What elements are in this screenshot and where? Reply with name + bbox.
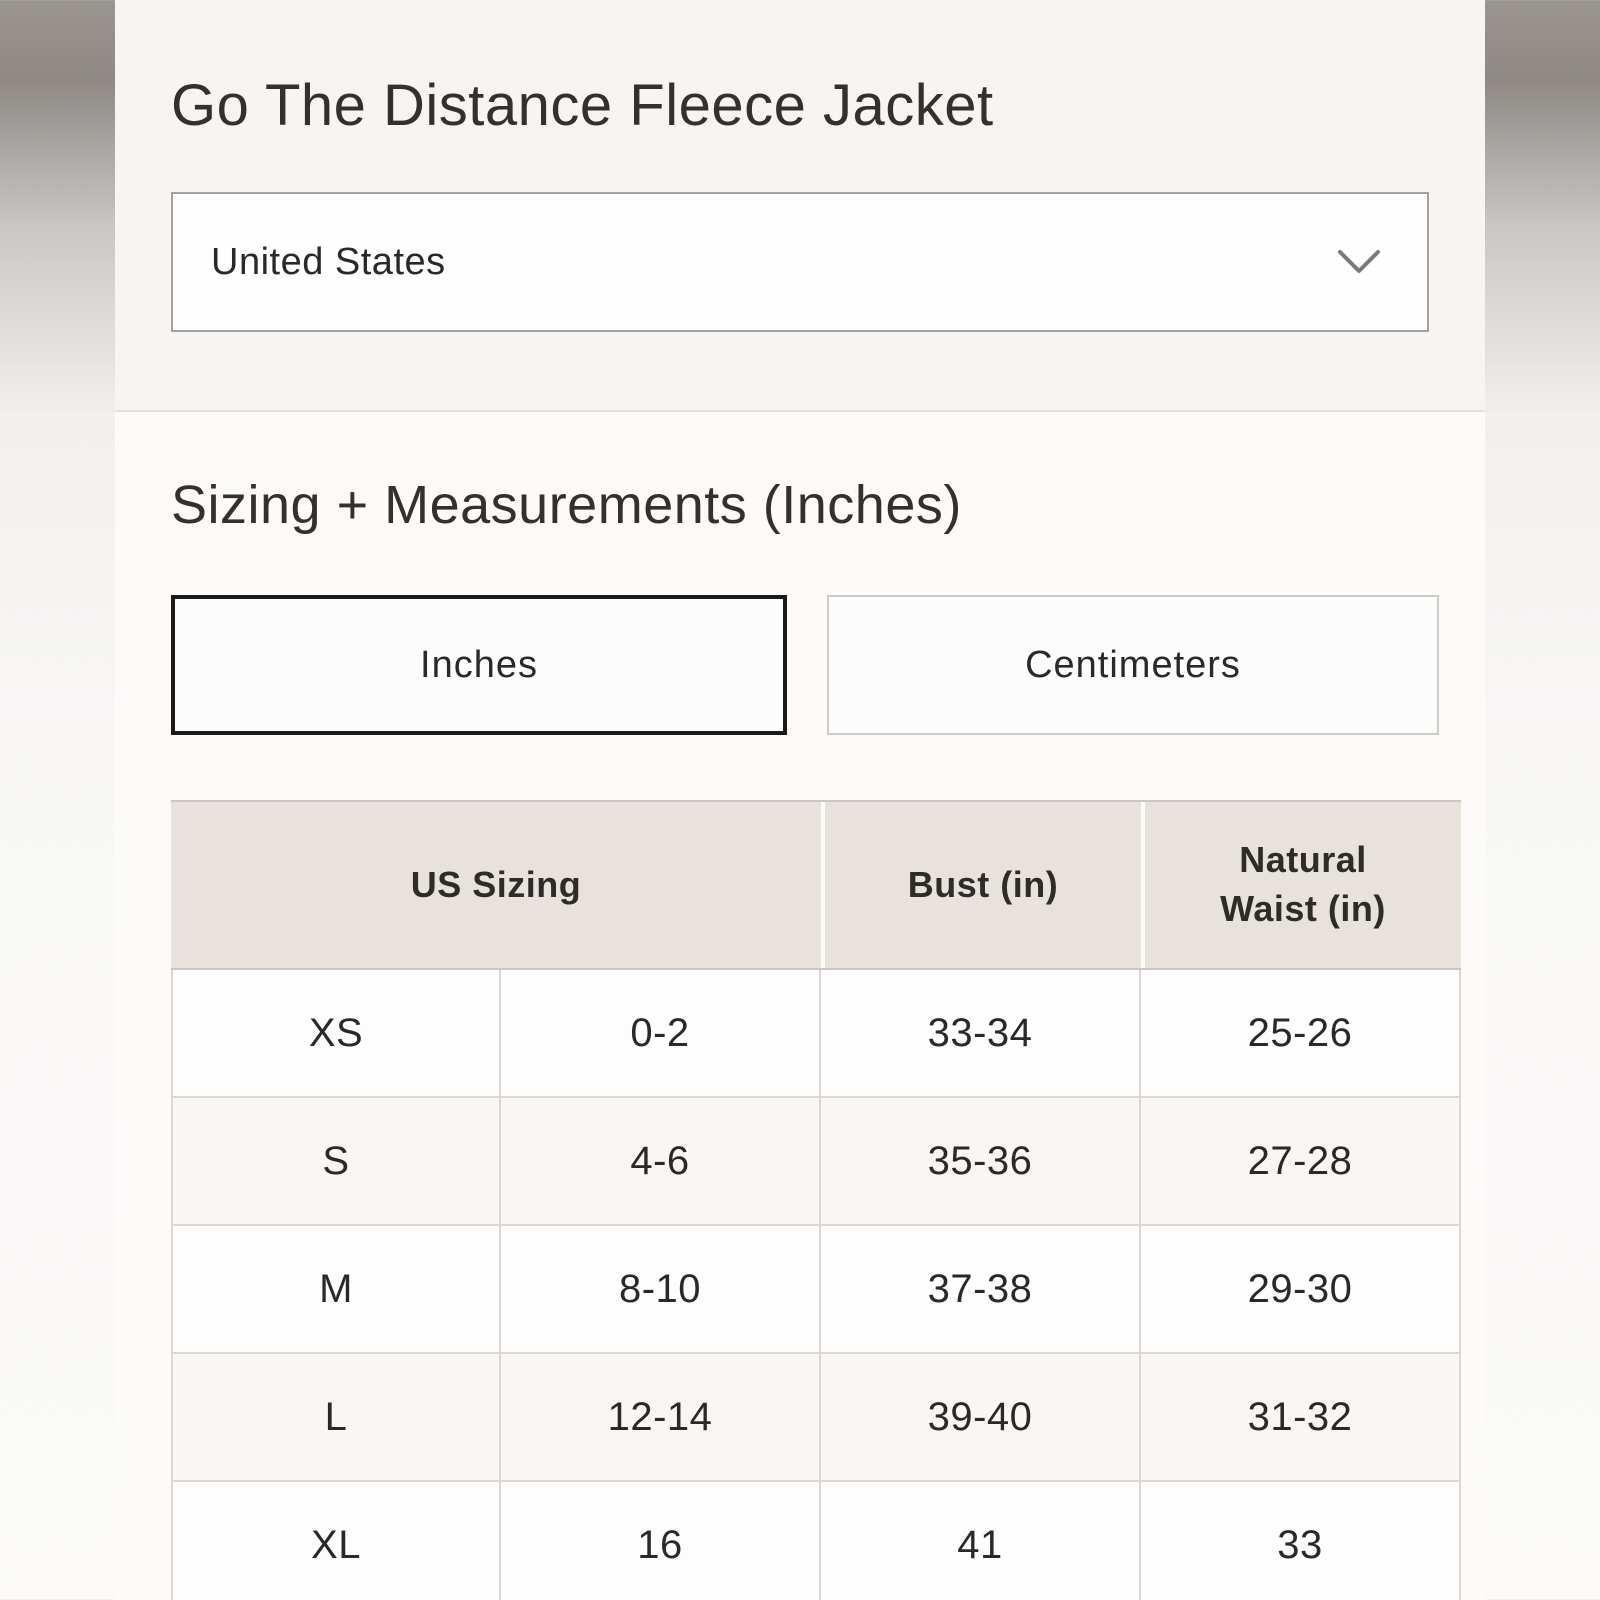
product-header-section <box>115 0 1485 412</box>
header-natural-waist <box>1141 802 1461 968</box>
chevron-down-icon <box>1337 248 1381 276</box>
header-us-sizing: US Sizing <box>410 863 582 905</box>
table-row <box>173 1354 1459 1482</box>
sizing-heading: Sizing + Measurements (Inches) <box>171 475 962 535</box>
cell-bust: 39-40 <box>819 1354 1139 1480</box>
cell-bust: 33-34 <box>819 970 1139 1096</box>
cell-waist: 33 <box>1139 1482 1459 1600</box>
table-row <box>173 1226 1459 1354</box>
unit-toggle <box>171 595 1439 735</box>
country-select[interactable] <box>171 192 1429 332</box>
cell-size: L <box>324 1394 348 1439</box>
size-table-header <box>171 800 1461 970</box>
table-row <box>173 1482 1459 1600</box>
product-title: Go The Distance Fleece Jacket <box>171 73 994 138</box>
cell-us: 0-2 <box>499 970 819 1096</box>
header-natural-waist-label: Natural Waist (in) <box>1220 839 1386 929</box>
cell-size: S <box>322 1138 350 1183</box>
header-bust: Bust (in) <box>821 802 1141 968</box>
cell-waist: 31-32 <box>1139 1354 1459 1480</box>
size-table <box>171 800 1461 1600</box>
cell-size: XS <box>308 1010 364 1055</box>
sizing-section <box>115 412 1485 1600</box>
inches-toggle-button[interactable]: Inches <box>171 595 787 735</box>
cell-size: XL <box>311 1522 361 1567</box>
cell-us: 12-14 <box>499 1354 819 1480</box>
table-row <box>173 970 1459 1098</box>
cell-bust: 41 <box>819 1482 1139 1600</box>
table-row <box>173 1098 1459 1226</box>
centimeters-toggle-button[interactable]: Centimeters <box>827 595 1439 735</box>
size-guide-panel <box>115 0 1485 1600</box>
cell-size: M <box>319 1266 353 1311</box>
cell-waist: 27-28 <box>1139 1098 1459 1224</box>
cell-us: 4-6 <box>499 1098 819 1224</box>
cell-us: 16 <box>499 1482 819 1600</box>
size-table-body <box>171 970 1461 1600</box>
cell-bust: 37-38 <box>819 1226 1139 1352</box>
cell-bust: 35-36 <box>819 1098 1139 1224</box>
country-select-value: United States <box>211 240 446 283</box>
cell-waist: 29-30 <box>1139 1226 1459 1352</box>
cell-us: 8-10 <box>499 1226 819 1352</box>
cell-waist: 25-26 <box>1139 970 1459 1096</box>
